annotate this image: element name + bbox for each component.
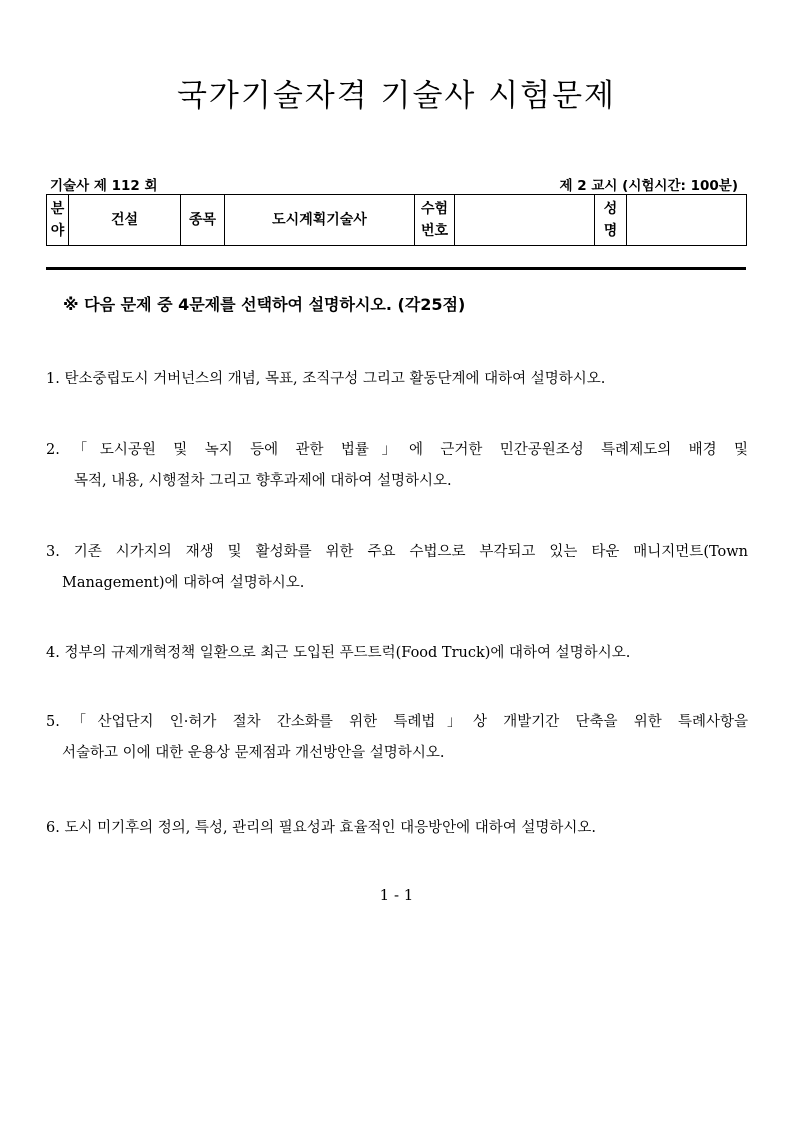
category-label: 종목 [181, 195, 225, 246]
exam-number-label-bottom: 번호 [420, 223, 449, 239]
question-1-line-1: 1. 탄소중립도시 거버넌스의 개념, 목표, 조직구성 그리고 활동단계에 대하여 설명하시오. [46, 371, 606, 387]
exam-meta-row [48, 172, 746, 194]
question-6 [46, 813, 748, 844]
question-5-line-1: 5.「산업단지 인·허가 절차 간소화를 위한 특례법」상 개발기간 단축을 위한 특례사항을 [46, 714, 748, 730]
field-label-bottom: 야 [50, 223, 65, 239]
field-label-top: 분 [50, 201, 65, 217]
category-value: 도시계획기술사 [225, 195, 415, 246]
exam-number-field[interactable] [455, 195, 595, 246]
exam-round: 기술사 제 112 회 [50, 178, 158, 194]
question-2-line-2: 목적, 내용, 시행절차 그리고 향후과제에 대하여 설명하시오. [74, 473, 452, 489]
exam-number-label-top: 수험 [420, 201, 449, 217]
name-label-bottom: 명 [603, 223, 618, 239]
exam-title: 국가기술자격 기술사 시험문제 [176, 78, 616, 114]
question-3 [46, 537, 748, 599]
name-label-cell [595, 195, 627, 246]
question-3-line-1: 3. 기존 시가지의 재생 및 활성화를 위한 주요 수법으로 부각되고 있는 타운 매니지먼트(Town [46, 544, 748, 560]
exam-number-label-cell [415, 195, 455, 246]
field-value: 건설 [69, 195, 181, 246]
question-2-line-1: 2.「도시공원 및 녹지 등에 관한 법률」에 근거한 민간공원조성 특례제도의 배경 및 [46, 442, 748, 458]
exam-info-table [46, 194, 747, 246]
question-6-line-1: 6. 도시 미기후의 정의, 특성, 관리의 필요성과 효율적인 대응방안에 대하여 설명하시오. [46, 820, 596, 836]
question-5 [46, 707, 748, 769]
question-2 [46, 435, 748, 497]
page-number: 1 - 1 [379, 886, 414, 904]
question-4-line-1: 4. 정부의 규제개혁정책 일환으로 최근 도입된 푸드트럭(Food Truck)에 대하여 설명하시오. [46, 645, 631, 661]
name-field[interactable] [627, 195, 747, 246]
exam-session: 제 2 교시 (시험시간: 100분) [559, 178, 738, 194]
instruction-text: ※ 다음 문제 중 4문제를 선택하여 설명하시오. (각25점) [63, 295, 466, 314]
question-3-line-2: Management)에 대하여 설명하시오. [62, 575, 305, 591]
field-label-cell [47, 195, 69, 246]
question-1 [46, 364, 748, 395]
question-4 [46, 638, 748, 669]
name-label-top: 성 [603, 201, 618, 217]
question-5-line-2: 서술하고 이에 대한 운용상 문제점과 개선방안을 설명하시오. [62, 745, 445, 761]
header-divider [46, 267, 746, 270]
